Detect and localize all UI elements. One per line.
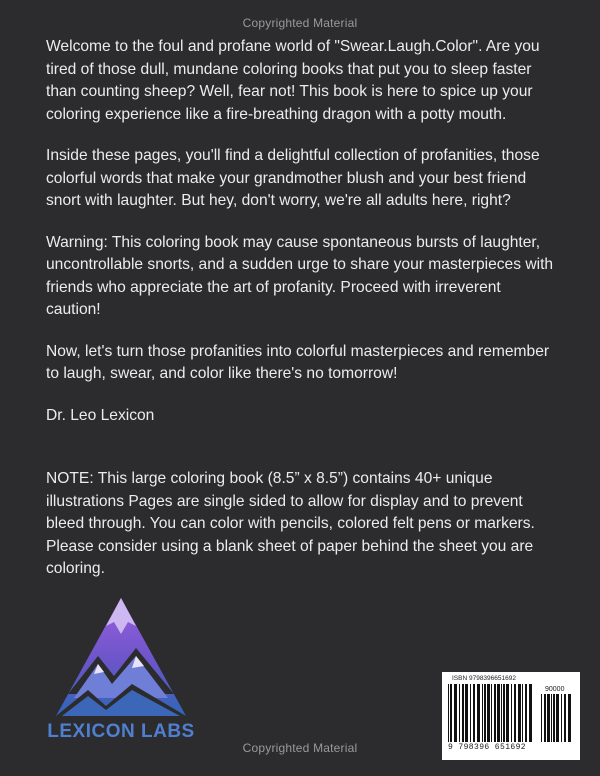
lexicon-labs-logo	[40, 594, 202, 744]
inside-paragraph: Inside these pages, you'll find a delightful collection of profanities, those colorful words that make your grandmother blush and your best friend snort with laughter. But hey, don't worry, we're all adults here, right?	[46, 147, 540, 209]
price-code: 90000	[545, 686, 565, 693]
isbn-barcode	[448, 684, 538, 742]
isbn-label: ISBN 9798396651692	[452, 675, 516, 682]
watermark-bottom: Copyrighted Material	[242, 741, 358, 755]
warning-paragraph: Warning: This coloring book may cause spontaneous bursts of laughter, uncontrollable snorts, and a sudden urge to share your masterpieces with friends who appreciate the art of profanity. Proceed with irreverent caution!	[46, 233, 554, 318]
closing-paragraph: Now, let's turn those profanities into colorful masterpieces and remember to laugh, swear, and color like there's no tomorrow!	[46, 342, 550, 382]
logo-text: LEXICON LABS	[47, 721, 195, 742]
intro-paragraph: Welcome to the foul and profane world of "Swear.Laugh.Color". Are you tired of those dull, mundane coloring books that put you to sleep faster than counting sheep? Well, fear not! This book is here to spice up your coloring experience like a fire-breathing dragon with a potty mouth.	[46, 38, 540, 123]
price-barcode	[541, 694, 575, 742]
mountain-logo-icon	[56, 598, 186, 716]
author-signature: Dr. Leo Lexicon	[46, 406, 155, 424]
back-cover-text	[46, 36, 556, 600]
note-paragraph: NOTE: This large coloring book (8.5” x 8.5”) contains 40+ unique illustrations Pages are single sided to allow for display and to prevent bleed through. You can color with pencils, colored felt pens or markers. Please consider using a blank sheet of paper behind the sheet you are coloring.	[46, 470, 535, 577]
watermark-top: Copyrighted Material	[242, 16, 358, 30]
isbn-digits: 9 798396 651692	[448, 743, 527, 752]
